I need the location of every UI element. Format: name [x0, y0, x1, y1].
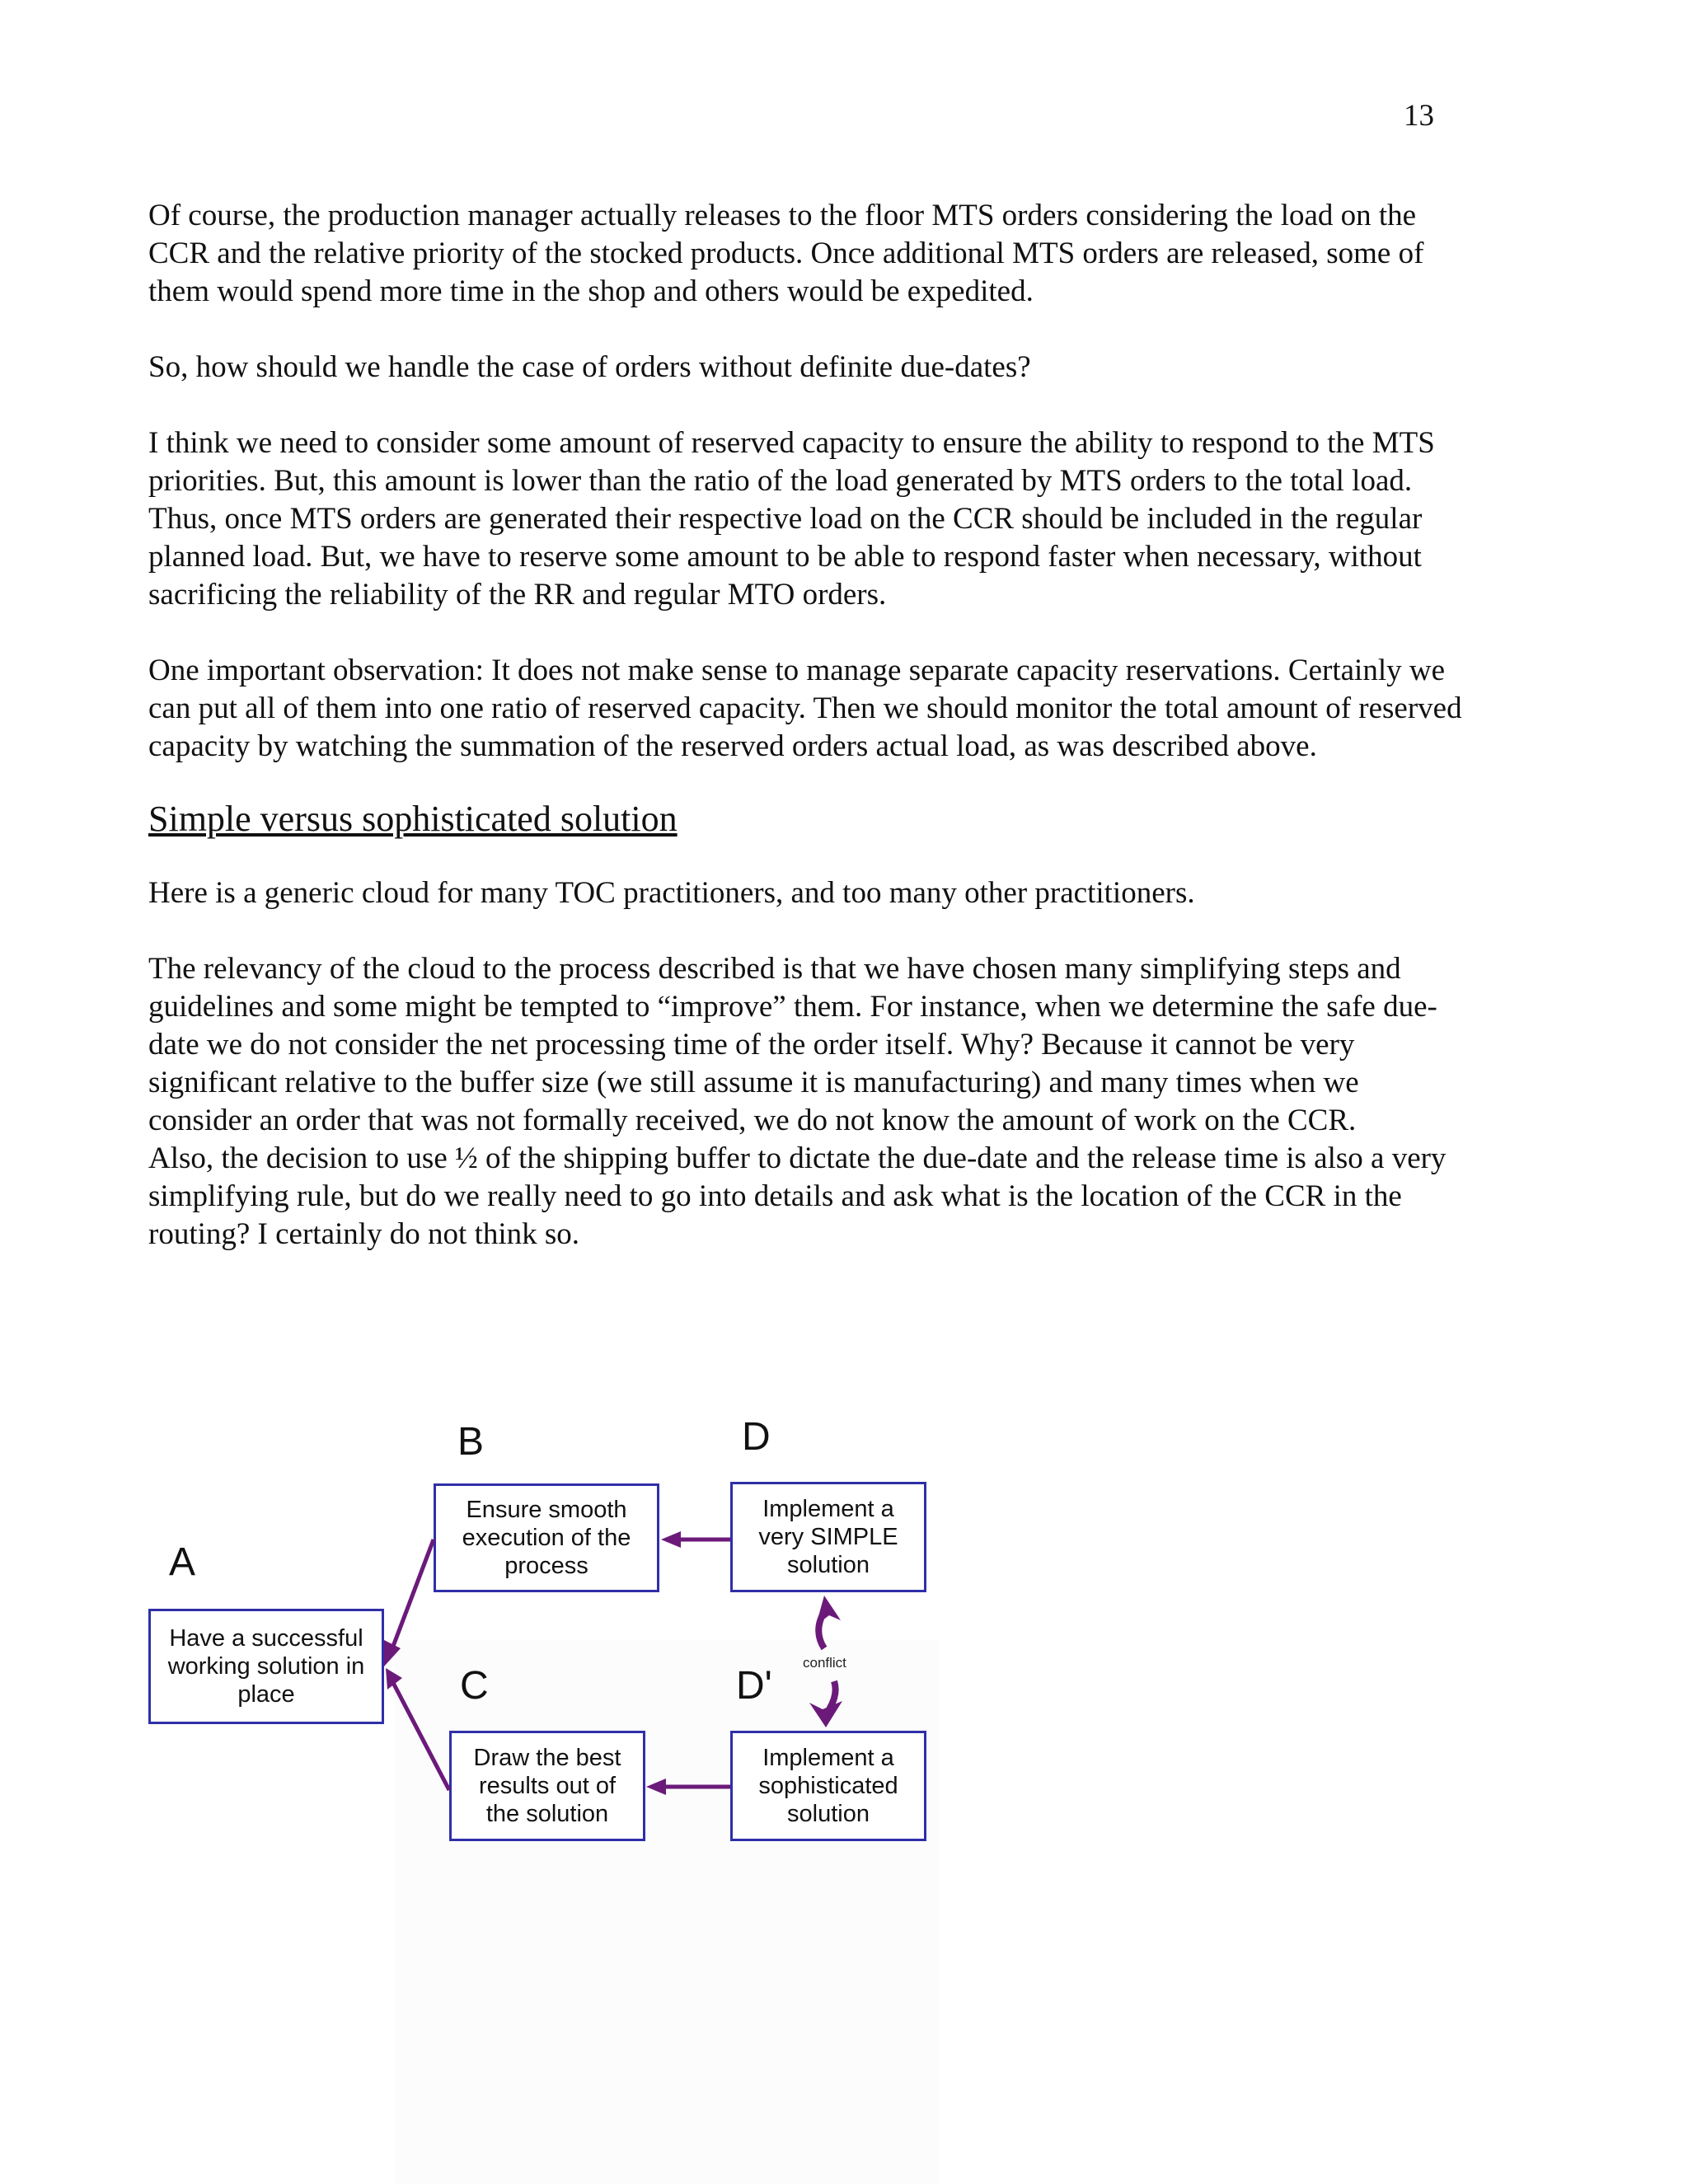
diagram-background	[394, 1640, 938, 2184]
paragraph-5: Here is a generic cloud for many TOC practitioners, and too many other practitioners.	[148, 876, 1195, 910]
section-heading: Simple versus sophisticated solution	[148, 799, 678, 839]
arrow-b-to-a	[390, 1540, 434, 1655]
conflict-label: conflict	[803, 1655, 846, 1671]
paragraph-3: I think we need to consider some amount of reserved capacity to ensure the ability to respond to the MTS priorities. But, this amount is lower than the ratio of the load generated by MTS orders to the total load. Thus, once MTS orders are generated their respective load on the CCR should be included in the regular planned load. But, we have to reserve some amount to be able to respond faster when necessary, without sacrificing the reliability of the RR and regular MTO orders.	[148, 426, 1435, 612]
cloud-letter-a: A	[169, 1540, 196, 1584]
cloud-letter-d: D	[742, 1415, 771, 1459]
cloud-box-d-prime	[730, 1731, 926, 1841]
paragraph-7: Also, the decision to use ½ of the shipping buffer to dictate the due-date and the release time is also a very simplifying rule, but do we really need to go into details and ask what is the location of the CCR in the routing? I certainly do not think so.	[148, 1141, 1447, 1251]
cloud-box-d-prime-text: Implement a sophisticated solution	[758, 1745, 898, 1827]
page-number: 13	[1404, 99, 1434, 133]
paragraph-1: Of course, the production manager actually releases to the floor MTS orders considering the load on the CCR and the relative priority of the stocked products. Once additional MTS orders are released, some of them would spend more time in the shop and others would be expedited.	[148, 199, 1424, 308]
cloud-box-a	[148, 1609, 384, 1724]
conflict-arrow-up-head	[816, 1596, 841, 1625]
cloud-box-d-text: Implement a very SIMPLE solution	[758, 1496, 898, 1578]
body-text	[148, 197, 1467, 1291]
cloud-letter-b: B	[457, 1420, 485, 1464]
arrow-d-to-b-head	[661, 1531, 681, 1548]
cloud-box-c	[449, 1731, 645, 1841]
cloud-box-c-text: Draw the best results out of the solution	[473, 1745, 621, 1827]
cloud-box-d	[730, 1482, 926, 1592]
paragraph-6: The relevancy of the cloud to the process described is that we have chosen many simplifying steps and guidelines and some might be tempted to “improve” them. For instance, when we determine the safe due-date we do not consider the net processing time of the order itself. Why? Because it cannot be very significant relative to the buffer size (we still assume it is manufacturing) and many times when we consider an order that was not formally received, we do not know the amount of work on the CCR.	[148, 952, 1437, 1137]
paragraph-4: One important observation: It does not make sense to manage separate capacity reservations. Certainly we can put all of them into one ratio of reserved capacity. Then we should monitor the total amount of reserved capacity by watching the summation of the reserved orders actual load, as was described above.	[148, 654, 1462, 763]
cloud-box-a-text: Have a successful working solution in place	[167, 1625, 365, 1708]
cloud-letter-d-prime: D'	[736, 1664, 772, 1708]
paragraph-2: So, how should we handle the case of orders without definite due-dates?	[148, 350, 1031, 384]
cloud-letter-c: C	[460, 1664, 489, 1708]
cloud-box-b	[434, 1483, 659, 1592]
cloud-box-b-text: Ensure smooth execution of the process	[462, 1497, 631, 1579]
